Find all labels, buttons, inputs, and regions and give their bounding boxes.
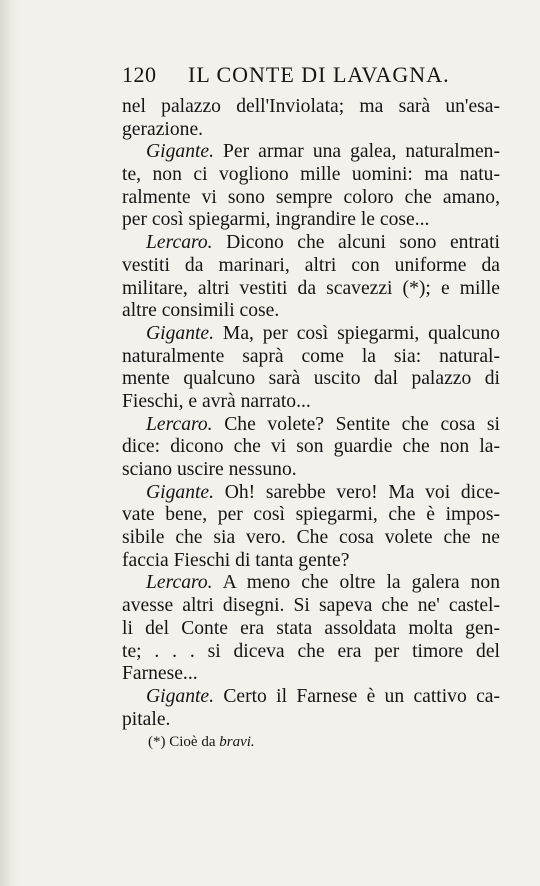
dialogue-line: Gigante. Oh! sarebbe vero! Ma voi dice- xyxy=(146,481,500,503)
dialogue-line: Lercaro. Che volete? Sentite che cosa si xyxy=(146,413,500,435)
text-line: Fieschi, e avrà narrato... xyxy=(122,390,311,412)
page-number: 120 xyxy=(122,62,157,87)
text-line: sciano uscire nessuno. xyxy=(122,459,297,480)
text-line: gerazione. xyxy=(122,118,204,140)
running-header xyxy=(122,62,502,92)
footnote-italic-word: bravi. xyxy=(219,734,255,750)
footnote-marker: (*) xyxy=(148,734,166,750)
speaker-name: Gigante. xyxy=(146,685,215,707)
speaker-name: Lercaro. xyxy=(146,413,213,435)
page-gutter-shadow xyxy=(0,0,18,886)
dialogue-line: Lercaro. Dicono che alcuni sono entrati xyxy=(146,232,500,254)
body-text xyxy=(122,96,500,731)
text-line: militare, altri vestiti da scavezzi (*); e mille xyxy=(122,277,500,299)
text-line: li del Conte era stata assoldata molta gen- xyxy=(122,617,500,639)
footnote-text: Cioè da xyxy=(169,734,216,750)
text-line: pitale. xyxy=(122,708,171,730)
running-title: IL CONTE DI LAVAGNA. xyxy=(188,62,450,87)
text-line: mente qualcuno sarà uscito dal palazzo di xyxy=(122,368,500,390)
text-line: nel palazzo dell'Inviolata; ma sarà un'esa- xyxy=(122,96,500,117)
speaker-name: Lercaro. xyxy=(146,572,213,594)
text-line: faccia Fieschi di tanta gente? xyxy=(122,549,350,571)
text-line: altre consimili cose. xyxy=(122,300,280,322)
text-line: ralmente vi sono sempre coloro che amano, xyxy=(122,186,500,208)
text-line: avesse altri disegni. Si sapeva che ne' castel- xyxy=(122,595,500,617)
dialogue-line: Gigante. Per armar una galea, naturalmen- xyxy=(146,141,500,163)
text-line: te, non ci vogliono mille uomini: ma natu- xyxy=(122,164,500,186)
speaker-name: Gigante. xyxy=(146,141,215,163)
text-line: dice: dicono che vi son guardie che non la- xyxy=(122,436,500,458)
text-line: naturalmente saprà come la sia: natural- xyxy=(122,345,500,367)
speaker-name: Gigante. xyxy=(146,322,215,344)
dialogue-line: Gigante. Ma, per così spiegarmi, qualcuno xyxy=(146,322,500,344)
speaker-name: Gigante. xyxy=(146,481,215,503)
dialogue-line: Gigante. Certo il Farnese è un cattivo ca- xyxy=(146,685,500,707)
footnote xyxy=(148,734,255,751)
text-line: sibile che sia vero. Che cosa volete che ne xyxy=(122,527,500,549)
text-line: Farnese... xyxy=(122,663,198,685)
speaker-name: Lercaro. xyxy=(146,232,213,254)
text-line: vate bene, per così spiegarmi, che è impos- xyxy=(122,504,500,526)
text-line: vestiti da marinari, altri con uniforme da xyxy=(122,254,500,276)
text-line: te; . . . si diceva che era per timore del xyxy=(122,640,500,662)
dialogue-line: Lercaro. A meno che oltre la galera non xyxy=(146,572,500,594)
text-line: per così spiegarmi, ingrandire le cose... xyxy=(122,209,430,231)
